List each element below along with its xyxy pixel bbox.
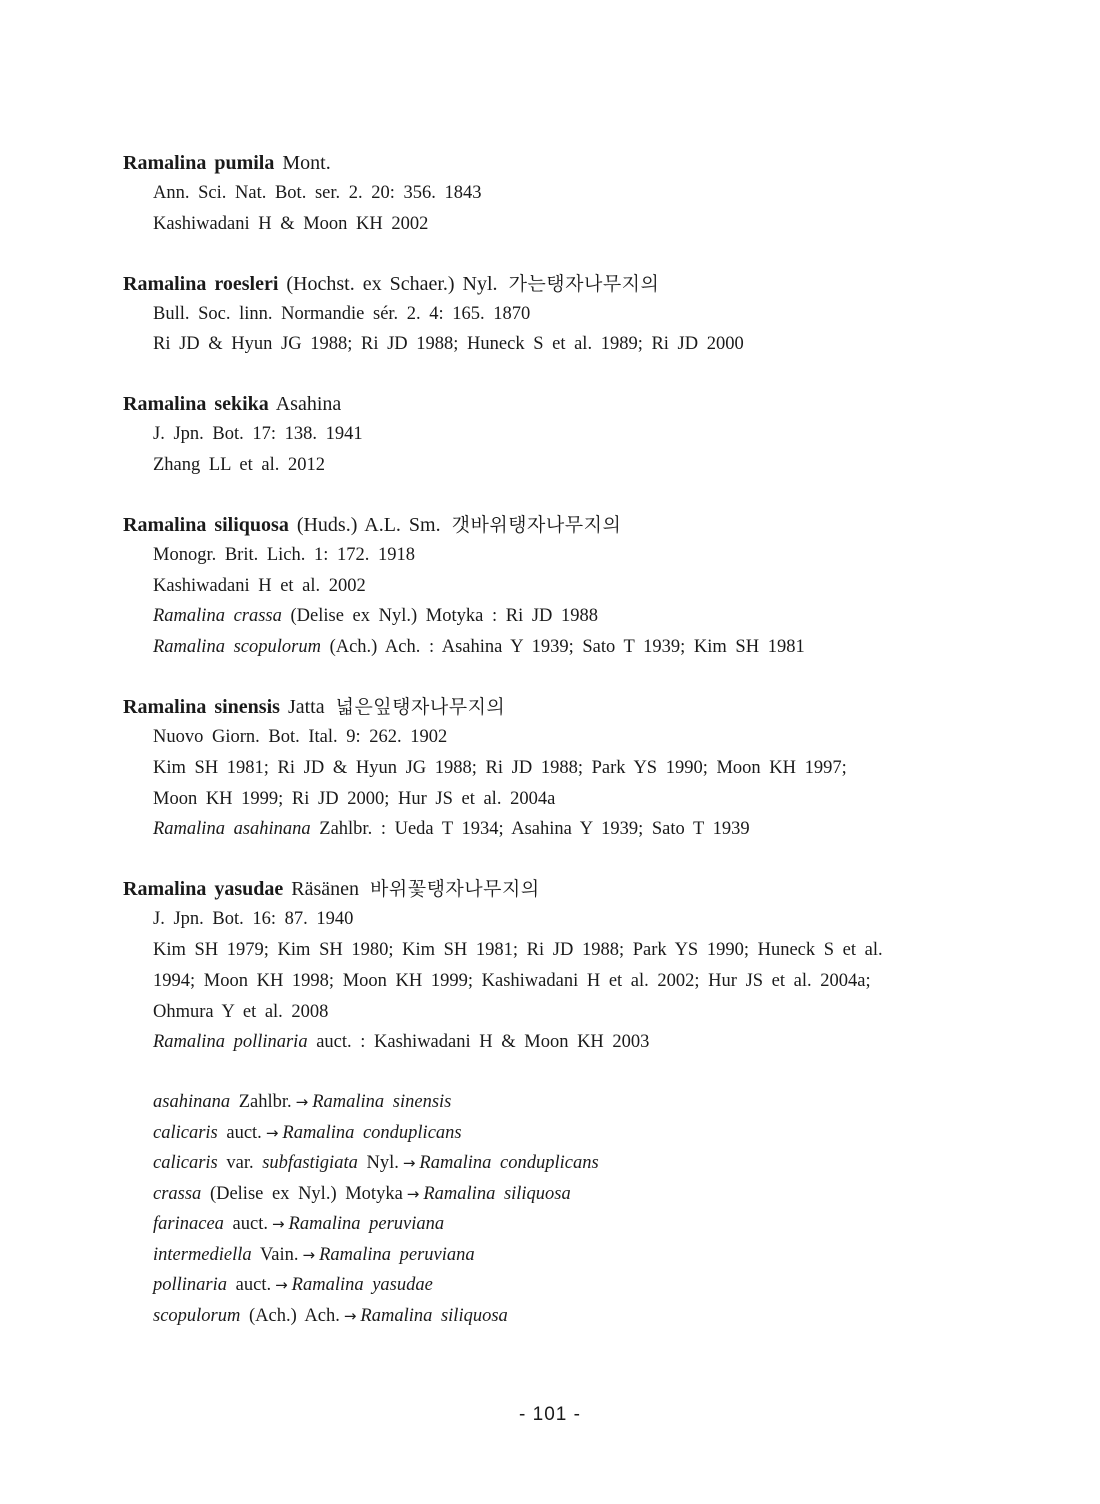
- reference-text: Kim SH 1979; Kim SH 1980; Kim SH 1981; Ri JD 1988; Park YS 1990; Huneck S et al.: [153, 939, 883, 960]
- species-heading: [123, 389, 963, 419]
- synonym-author: (Ach.) Ach.: [249, 1305, 340, 1326]
- species-author: Jatta: [287, 695, 325, 718]
- species-entry: [123, 874, 963, 1058]
- genus-name: Ramalina: [123, 878, 207, 901]
- genus-name: Ramalina: [123, 513, 207, 536]
- reference-text: auct. : Kashiwadani H & Moon KH 2003: [316, 1032, 650, 1053]
- synonym-epithet: pollinaria: [153, 1275, 228, 1296]
- synonym-epithet: farinacea: [153, 1214, 224, 1235]
- species-entry: [123, 389, 963, 481]
- right-arrow-icon: →: [265, 1123, 279, 1142]
- reference-text: Ri JD & Hyun JG 1988; Ri JD 1988; Huneck S et al. 1989; Ri JD 2000: [153, 334, 744, 355]
- reference-line: [123, 571, 963, 602]
- synonym-author: Zahlbr.: [238, 1092, 292, 1113]
- genus-name: Ramalina: [123, 272, 207, 295]
- synonym-row: [153, 1087, 963, 1118]
- korean-name: 바위꽃탱자나무지의: [370, 878, 540, 901]
- korean-name: 넓은잎탱자나무지의: [335, 695, 506, 718]
- species-entry: [123, 692, 963, 845]
- species-epithet: sekika: [214, 393, 269, 416]
- right-arrow-icon: →: [275, 1276, 288, 1295]
- right-arrow-icon: →: [402, 1154, 416, 1173]
- reference-line: [123, 299, 963, 330]
- reference-line: [123, 722, 963, 753]
- right-arrow-icon: →: [302, 1245, 316, 1264]
- synonym-row: [153, 1148, 963, 1179]
- species-entry: [123, 148, 963, 240]
- reference-line: [123, 329, 963, 360]
- species-heading: [123, 874, 963, 904]
- species-heading: [123, 148, 963, 178]
- species-name: [123, 273, 278, 295]
- reference-text: (Delise ex Nyl.) Motyka : Ri JD 1988: [290, 606, 599, 627]
- reference-line: [123, 540, 963, 571]
- synonym-name: Ramalina pollinaria: [153, 1032, 308, 1053]
- species-author: (Huds.) A.L. Sm.: [296, 513, 441, 536]
- accepted-name: Ramalina siliquosa: [360, 1305, 508, 1326]
- species-entry: [123, 510, 963, 663]
- synonym-name: Ramalina scopulorum: [153, 637, 321, 658]
- reference-text: (Ach.) Ach. : Asahina Y 1939; Sato T 1939; Kim SH 1981: [329, 637, 805, 658]
- genus-name: Ramalina: [123, 152, 207, 174]
- reference-text: 1994; Moon KH 1998; Moon KH 1999; Kashiwadani H et al. 2002; Hur JS et al. 2004a;: [153, 970, 871, 991]
- species-name: [123, 696, 280, 718]
- reference-line: [123, 209, 963, 240]
- species-name: [123, 878, 283, 900]
- species-author: Räsänen: [291, 878, 360, 901]
- reference-text: Nuovo Giorn. Bot. Ital. 9: 262. 1902: [153, 726, 448, 747]
- reference-text: Ohmura Y et al. 2008: [153, 1001, 329, 1022]
- reference-line: [123, 966, 963, 997]
- reference-text: Monogr. Brit. Lich. 1: 172. 1918: [153, 544, 416, 565]
- page-number: - 101 -: [519, 1404, 581, 1425]
- synonym-author: var.: [226, 1153, 254, 1174]
- right-arrow-icon: →: [271, 1215, 285, 1234]
- synonym-epithet: calicaris: [153, 1153, 218, 1174]
- synonym-epithet: crassa: [153, 1183, 202, 1204]
- korean-name: 갯바위탱자나무지의: [451, 513, 622, 536]
- genus-name: Ramalina: [123, 393, 207, 416]
- synonym-name: Ramalina asahinana: [153, 819, 311, 840]
- species-heading: [123, 692, 963, 722]
- reference-text: Zahlbr. : Ueda T 1934; Asahina Y 1939; Sato T 1939: [319, 819, 750, 840]
- reference-text: Moon KH 1999; Ri JD 2000; Hur JS et al. 2004a: [153, 788, 556, 809]
- accepted-name: Ramalina conduplicans: [282, 1122, 462, 1143]
- synonym-cross-references: [123, 1087, 963, 1331]
- species-heading: [123, 510, 963, 540]
- species-author: (Hochst. ex Schaer.) Nyl.: [286, 272, 498, 295]
- synonym-row: [153, 1209, 963, 1240]
- accepted-name: Ramalina yasudae: [291, 1275, 433, 1296]
- species-epithet: roesleri: [214, 272, 279, 295]
- synonym-name: Ramalina crassa: [153, 606, 282, 627]
- synonym-author: auct.: [226, 1122, 262, 1143]
- reference-line: [123, 419, 963, 450]
- reference-text: Zhang LL et al. 2012: [153, 454, 326, 475]
- synonym-row: [153, 1118, 963, 1149]
- synonym-epithet: calicaris: [153, 1122, 218, 1143]
- variety-name: subfastigiata: [262, 1153, 358, 1174]
- reference-line: [123, 935, 963, 966]
- accepted-name: Ramalina peruviana: [288, 1214, 445, 1235]
- species-epithet: sinensis: [214, 695, 280, 718]
- synonym-row: [153, 1301, 963, 1332]
- synonym-citation: [123, 632, 963, 663]
- reference-text: Kashiwadani H & Moon KH 2002: [153, 213, 429, 234]
- right-arrow-icon: →: [406, 1184, 420, 1203]
- synonym-citation: [123, 601, 963, 632]
- reference-text: Kim SH 1981; Ri JD & Hyun JG 1988; Ri JD 1988; Park YS 1990; Moon KH 1997;: [153, 757, 847, 778]
- reference-text: Bull. Soc. linn. Normandie sér. 2. 4: 165. 1870: [153, 303, 531, 324]
- species-entries: [123, 148, 963, 1058]
- synonym-citation: [123, 1027, 963, 1058]
- species-heading: [123, 269, 963, 299]
- synonym-citation: [123, 814, 963, 845]
- species-name: [123, 393, 269, 415]
- synonym-author: auct.: [232, 1214, 268, 1235]
- synonym-epithet: asahinana: [153, 1092, 231, 1113]
- species-entry: [123, 269, 963, 361]
- synonym-author: (Delise ex Nyl.) Motyka: [209, 1183, 403, 1204]
- reference-text: Ann. Sci. Nat. Bot. ser. 2. 20: 356. 1843: [153, 183, 482, 203]
- synonym-row: [153, 1179, 963, 1210]
- reference-line: [123, 904, 963, 935]
- synonym-row: [153, 1240, 963, 1271]
- synonym-row: [153, 1270, 963, 1301]
- reference-line: [123, 753, 963, 784]
- genus-name: Ramalina: [123, 695, 207, 718]
- reference-line: [123, 178, 963, 209]
- reference-text: J. Jpn. Bot. 16: 87. 1940: [153, 909, 354, 930]
- species-name: [123, 152, 274, 174]
- reference-line: [123, 997, 963, 1028]
- species-author: Mont.: [282, 152, 331, 174]
- species-list: [123, 148, 963, 1331]
- synonym-epithet: intermediella: [153, 1244, 252, 1265]
- accepted-name: Ramalina conduplicans: [419, 1153, 599, 1174]
- right-arrow-icon: →: [295, 1093, 309, 1112]
- reference-line: [123, 450, 963, 481]
- korean-name: 가는탱자나무지의: [508, 272, 660, 295]
- species-author: Asahina: [275, 393, 342, 416]
- reference-text: Kashiwadani H et al. 2002: [153, 575, 366, 596]
- reference-line: [123, 784, 963, 815]
- species-name: [123, 514, 289, 536]
- species-epithet: pumila: [214, 152, 275, 174]
- synonym-author: auct.: [235, 1275, 272, 1296]
- accepted-name: Ramalina siliquosa: [423, 1183, 571, 1204]
- right-arrow-icon: →: [343, 1306, 357, 1325]
- accepted-name: Ramalina sinensis: [312, 1092, 452, 1113]
- species-epithet: yasudae: [214, 878, 284, 901]
- species-epithet: siliquosa: [214, 513, 289, 536]
- variety-author: Nyl.: [366, 1153, 399, 1174]
- reference-text: J. Jpn. Bot. 17: 138. 1941: [153, 424, 363, 445]
- synonym-epithet: scopulorum: [153, 1305, 241, 1326]
- accepted-name: Ramalina peruviana: [319, 1244, 475, 1265]
- synonym-author: Vain.: [259, 1244, 299, 1265]
